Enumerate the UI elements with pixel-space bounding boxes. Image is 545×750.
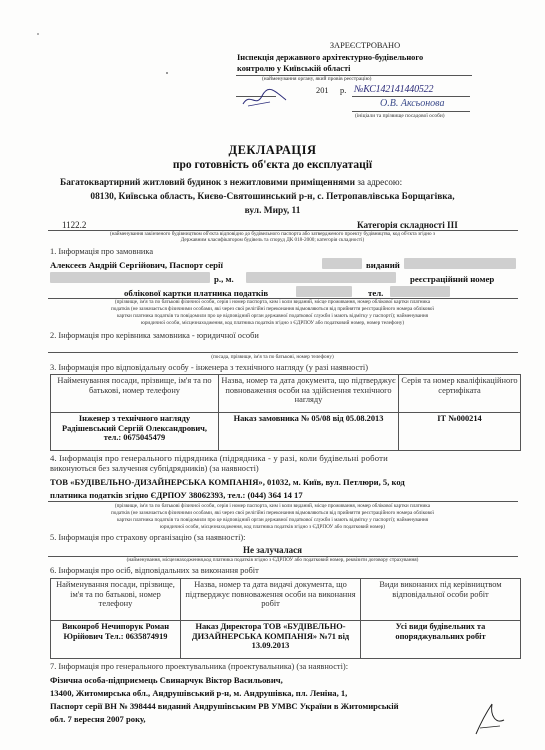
- s6-header-document: Назва, номер та дата видачі документа, що підтверджує повноваження особи на виконання робіт: [181, 579, 361, 621]
- s1-tax-card-label: облікової картки платника податків: [124, 288, 269, 298]
- s4-contractor-line1: ТОВ «БУДІВЕЛЬНО-ДИЗАЙНЕРСЬКА КОМПАНІЯ», 01032, м. Київ, вул. Петлюри, 5, код: [50, 477, 405, 487]
- stamp-inspector-caption: (ініціали та прізвище посадової особи): [355, 113, 445, 119]
- s1-caption-4: юридичної особи, місцезнаходження, код платника податків згідно з ЄДРПОУ або податковий номер, номер телефону): [140, 320, 405, 326]
- s5-caption: (найменування, місцезнаходження,код платника податків згідно з ЄДРПОУ або податковий номер, реквізити договору страхування): [126, 557, 419, 563]
- page-signature: [470, 700, 510, 740]
- s7-designer-line2: 13400, Житомирська обл., Андрушівський р-н, м. Андрушівка, пл. Леніна, 1,: [50, 688, 348, 698]
- s5-insurer: Не залучалася: [242, 545, 303, 555]
- s3-table: [50, 374, 521, 451]
- s1-issued-label: виданий: [366, 260, 400, 270]
- s4-heading-2: виконуються без залучення субпідрядників) (за наявності): [50, 464, 259, 473]
- object-name: Багатоквартирний житловий будинок з нежитловими приміщеннями: [60, 178, 355, 188]
- redaction: [390, 286, 450, 297]
- stamp-org-line1: Інспекція державного архітектурно-будівельного: [237, 53, 424, 62]
- redaction: [322, 258, 362, 269]
- s1-caption-1: (прізвище, ім'я та по батькові фізичної особи, серія і номер паспорта, ким і коли виданий, місце проживання, номер облікової картки платника: [114, 299, 431, 305]
- s6-cell-order: Наказ Директора ТОВ «БУДІВЕЛЬНО-ДИЗАЙНЕРСЬКА КОМПАНІЯ» №71 від 13.09.2013: [181, 621, 361, 659]
- stamp-inspector-name: О.В. Аксьонова: [380, 98, 445, 109]
- s1-caption-2: податків (не зазначається фізичними особами, які через свої релігійні переконання відмовляються від прийняття реєстраційного номера облікової: [111, 306, 434, 312]
- s3-heading: 3. Інформація про відповідальну особу - інженера з технічного нагляду (у разі наявності): [50, 363, 369, 372]
- s4-heading-1: 4. Інформація про генерального підрядника (підрядника - у разі, коли будівельні роботи: [50, 453, 388, 463]
- stamp-year-suffix: р.: [340, 86, 347, 95]
- s5-heading: 5. Інформація про страхову організацію (за наявності):: [50, 533, 246, 542]
- s3-header-position: Найменування посади, прізвище, ім'я та по батькові, номер телефону: [51, 375, 219, 413]
- s6-table: [50, 578, 521, 659]
- redaction: [246, 272, 396, 283]
- s3-cell-engineer: Інженер з технічного нагляду Радішевський Сергій Олександрович, тел.: 0675045479: [51, 413, 219, 451]
- inspector-signature: [240, 88, 290, 110]
- stamp-year-prefix: 201: [316, 86, 329, 95]
- s1-caption-3: картки платника податків та повідомили про це відповідний орган державної податкової служби і мають відмітку у паспорті); найменування: [116, 313, 429, 319]
- s7-heading: 7. Інформація про генерального проектувальника (проектувальника) (за наявності):: [50, 662, 349, 671]
- document-title: ДЕКЛАРАЦІЯ: [228, 143, 317, 157]
- s1-phone-label: тел.: [368, 288, 384, 298]
- s7-designer-line4: обл. 7 вересня 2007 року,: [50, 714, 146, 724]
- scan-mark: [166, 72, 168, 74]
- s3-cell-certificate: ІТ №000214: [399, 413, 521, 451]
- s7-designer-line1: Фізична особа-підприємець Свинарчук Віктор Васильович,: [50, 675, 283, 685]
- s6-header-works: Види виконаних під керівництвом відповідальної особи робіт: [361, 579, 521, 621]
- document-subtitle: про готовність об'єкта до експлуатації: [172, 159, 373, 171]
- s2-caption: (посада, прізвище, ім'я та по батькові, номер телефону): [211, 354, 334, 360]
- s4-caption-2: податків (не зазначається фізичними особами, які через свої релігійні переконання відмовляються від прийняття реєстраційного номера облікової: [111, 510, 434, 516]
- s4-caption-3: картки платника податків та повідомили про це відповідний орган державної податкової служби і мають відмітку у паспорті); найменування: [116, 517, 429, 523]
- s3-header-certificate: Серія та номер кваліфікаційного сертифіката: [399, 375, 521, 413]
- redaction: [404, 258, 516, 269]
- s4-caption-1: (прізвище, ім'я та по батькові фізичної особи, серія і номер паспорта, ким і коли виданий, місце проживання, номер облікової картки платника: [114, 503, 431, 509]
- s6-cell-foreman: Виконроб Нечипорук Роман Юрійович Тел.: 0635874919: [51, 621, 181, 659]
- object-code: 1122.2: [62, 220, 87, 230]
- s6-heading: 6. Інформація про осіб, відповідальних за виконання робіт: [50, 566, 259, 575]
- stamp-org-line2: контролю у Київській області: [237, 64, 351, 73]
- s1-heading: 1. Інформація про замовника: [50, 247, 154, 256]
- object-caption-1: (найменування закінченого будівництвом об'єкта відповідно до будівельного паспорта або затвердженого проекту будівництва, код об'єкта згідно з: [109, 231, 435, 237]
- s1-reg-number-label: реєстраційний номер: [410, 274, 495, 284]
- s6-cell-works: Усі види будівельних та опоряджувальних робіт: [361, 621, 521, 659]
- s4-contractor-line2: платника податків згідно ЄДРПОУ 38062393, тел.: (044) 364 14 17: [50, 490, 303, 500]
- stamp-registered: ЗАРЕЄСТРОВАНО: [329, 41, 401, 50]
- stamp-reg-number: №КС142141440522: [354, 84, 434, 95]
- s2-heading: 2. Інформація про керівника замовника - юридичної особи: [50, 331, 259, 340]
- s1-customer-name: Алексеєв Андрій Сергійович, Паспорт серії: [50, 260, 223, 270]
- s3-header-document: Назва, номер та дата документа, що підтверджує повноваження особи на здійснення технічного нагляду: [219, 375, 399, 413]
- object-address-line2: вул. Миру, 11: [244, 206, 301, 216]
- redaction: [50, 272, 210, 283]
- scan-mark: [37, 33, 39, 35]
- redaction: [296, 286, 352, 297]
- object-caption-2: Державним класифікатором будівель та споруд ДК 018-2000; категорія складності): [180, 237, 365, 243]
- s3-cell-order: Наказ замовника № 05/08 від 05.08.2013: [219, 413, 399, 451]
- object-address-label: за адресою:: [357, 177, 403, 187]
- stamp-org-caption: (найменування органу, який провів реєстрацію): [262, 76, 372, 82]
- s7-designer-line3: Паспорт серії ВН № 398444 виданий Андрушівським РВ УМВС України в Житомирській: [50, 701, 399, 711]
- s6-header-position: Найменування посади, прізвище, ім'я та по батькові, номер телефону: [51, 579, 181, 621]
- object-address-line1: 08130, Київська область, Києво-Святошинський р-н, с. Петропавлівська Борщагівка,: [90, 192, 455, 202]
- s1-city-label: р., м.: [214, 274, 234, 284]
- s4-caption-4: юридичної особи, місцезнаходження, код платника податків згідно з ЄДРПОУ або податковий номер): [160, 524, 385, 530]
- complexity-category: Категорія складності ІІІ: [357, 220, 458, 230]
